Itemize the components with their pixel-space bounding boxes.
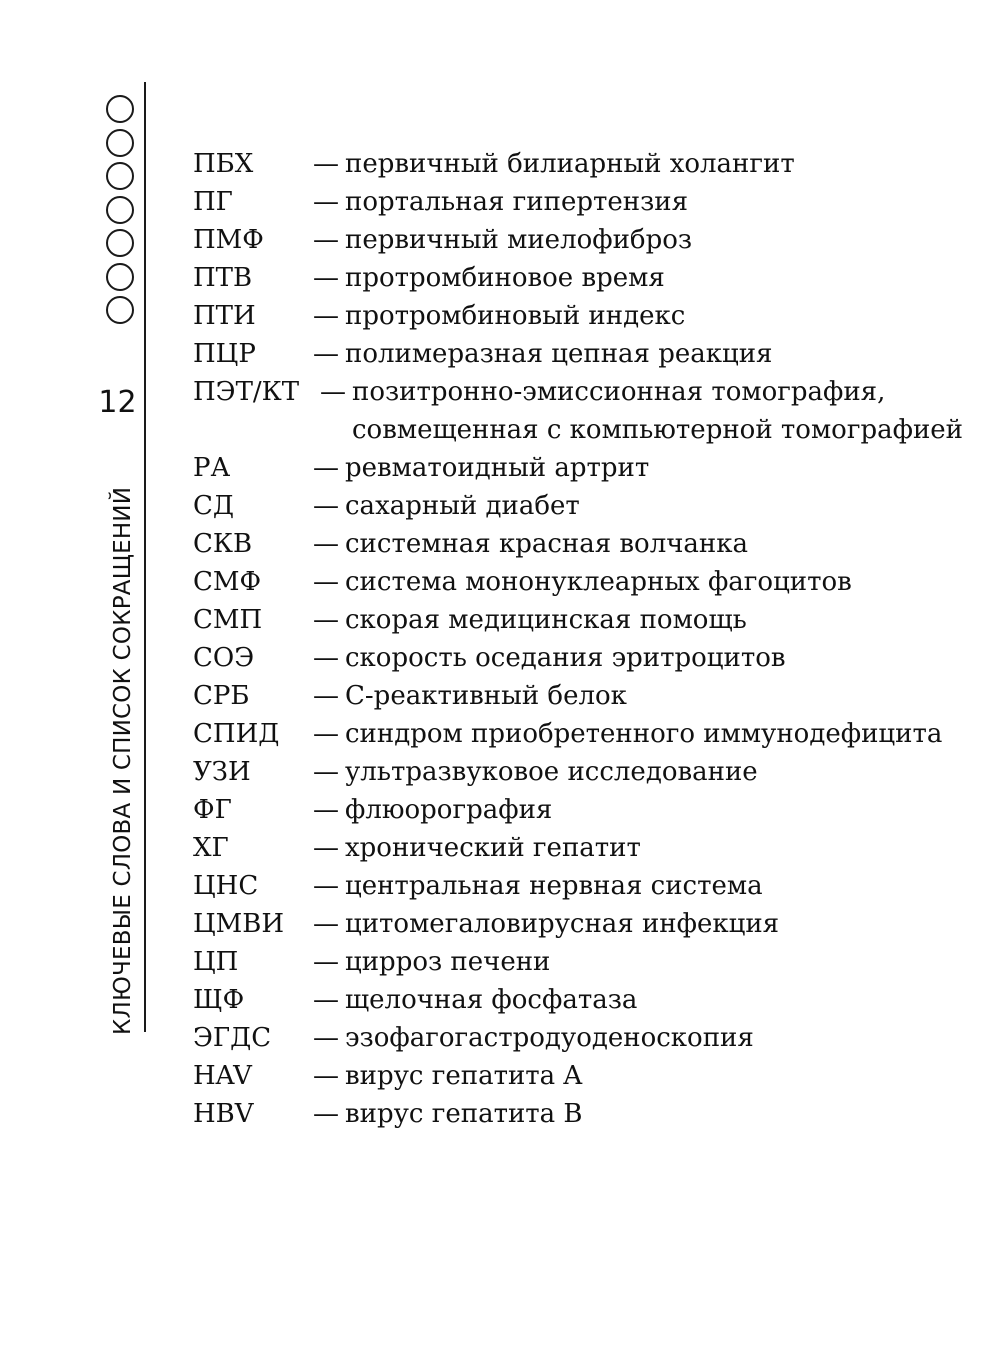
definition: центральная нервная система: [345, 871, 763, 901]
circle-icon: [106, 229, 134, 257]
definition: ревматоидный артрит: [345, 453, 650, 483]
abbreviation: ПБХ: [193, 149, 254, 179]
abbreviation-entry: [193, 715, 983, 753]
abbreviation-entry: [193, 145, 983, 183]
abbreviation-entry: [193, 829, 983, 867]
dash: —: [313, 453, 339, 483]
dash: —: [313, 643, 339, 673]
abbreviation: СМФ: [193, 567, 262, 597]
abbreviation: СОЭ: [193, 643, 255, 673]
abbreviation-list: [193, 145, 983, 1133]
circle-icon: [106, 196, 134, 224]
dash: —: [313, 187, 339, 217]
definition: позитронно-эмиссионная томография, совмещенная с компьютерной томографией: [352, 377, 963, 445]
dash: —: [313, 339, 339, 369]
dash: —: [313, 1023, 339, 1053]
abbreviation: СРБ: [193, 681, 250, 711]
abbreviation-entry: [193, 601, 983, 639]
abbreviation: ЦМВИ: [193, 909, 285, 939]
dash: —: [313, 529, 339, 559]
abbreviation: РА: [193, 453, 231, 483]
definition: вирус гепатита A: [345, 1061, 583, 1091]
abbreviation-entry: [193, 943, 983, 981]
abbreviation-entry: [193, 1057, 983, 1095]
dash: —: [313, 225, 339, 255]
abbreviation-entry: [193, 335, 983, 373]
circle-icon: [106, 296, 134, 324]
dash: —: [313, 871, 339, 901]
definition: система мононуклеарных фагоцитов: [345, 567, 852, 597]
definition: щелочная фосфатаза: [345, 985, 638, 1015]
definition: цирроз печени: [345, 947, 551, 977]
abbreviation-entry: [193, 221, 983, 259]
definition: флюорография: [345, 795, 553, 825]
circle-icon: [106, 129, 134, 157]
abbreviation-entry: [193, 449, 983, 487]
circle-icon: [106, 263, 134, 291]
abbreviation: ЩФ: [193, 985, 245, 1015]
definition: синдром приобретенного иммунодефицита: [345, 719, 943, 749]
definition: первичный билиарный холангит: [345, 149, 795, 179]
abbreviation: HAV: [193, 1061, 252, 1091]
dash: —: [313, 947, 339, 977]
dash: —: [313, 605, 339, 635]
definition: первичный миелофиброз: [345, 225, 693, 255]
abbreviation-entry: [193, 183, 983, 221]
definition: скорая медицинская помощь: [345, 605, 747, 635]
dash: —: [313, 491, 339, 521]
definition: протромбиновый индекс: [345, 301, 686, 331]
abbreviation: ПГ: [193, 187, 233, 217]
abbreviation: УЗИ: [193, 757, 251, 787]
definition: ультразвуковое исследование: [345, 757, 758, 787]
dash: —: [313, 149, 339, 179]
abbreviation-entry: [193, 867, 983, 905]
margin-rule: [144, 82, 146, 1032]
dash: —: [313, 1099, 339, 1129]
abbreviation-entry: [193, 639, 983, 677]
abbreviation: СПИД: [193, 719, 280, 749]
dash: —: [313, 909, 339, 939]
abbreviation: СД: [193, 491, 235, 521]
abbreviation: ЭГДС: [193, 1023, 272, 1053]
abbreviation: ПЦР: [193, 339, 256, 369]
abbreviation: ПТИ: [193, 301, 256, 331]
abbreviation-entry: [193, 791, 983, 829]
abbreviation-entry: [193, 259, 983, 297]
abbreviation-entry: [193, 373, 983, 449]
dash: —: [320, 377, 346, 407]
dash: —: [313, 263, 339, 293]
definition: цитомегаловирусная инфекция: [345, 909, 780, 939]
abbreviation-entry: [193, 905, 983, 943]
abbreviation: ПТВ: [193, 263, 253, 293]
abbreviation-entry: [193, 753, 983, 791]
dash: —: [313, 757, 339, 787]
definition: системная красная волчанка: [345, 529, 748, 559]
definition: хронический гепатит: [345, 833, 641, 863]
abbreviation: СКВ: [193, 529, 253, 559]
abbreviation-entry: [193, 487, 983, 525]
abbreviation-entry: [193, 525, 983, 563]
abbreviation: ПМФ: [193, 225, 264, 255]
definition: полимеразная цепная реакция: [345, 339, 773, 369]
abbreviation: ЦП: [193, 947, 239, 977]
abbreviation-entry: [193, 563, 983, 601]
dash: —: [313, 719, 339, 749]
abbreviation-entry: [193, 297, 983, 335]
abbreviation: ХГ: [193, 833, 229, 863]
definition: эзофагогастродуоденоскопия: [345, 1023, 754, 1053]
dash: —: [313, 301, 339, 331]
abbreviation-entry: [193, 1095, 983, 1133]
dash: —: [313, 833, 339, 863]
definition: протромбиновое время: [345, 263, 665, 293]
definition: вирус гепатита B: [345, 1099, 583, 1129]
abbreviation-entry: [193, 981, 983, 1019]
circle-icon: [106, 95, 134, 123]
abbreviation-entry: [193, 1019, 983, 1057]
circle-icon: [106, 162, 134, 190]
abbreviation: ФГ: [193, 795, 232, 825]
dash: —: [313, 567, 339, 597]
definition: скорость оседания эритроцитов: [345, 643, 786, 673]
page-number: 12: [98, 385, 137, 420]
decorative-circles: [106, 95, 138, 330]
abbreviation: HBV: [193, 1099, 254, 1129]
dash: —: [313, 985, 339, 1015]
abbreviation: ЦНС: [193, 871, 259, 901]
definition: С-реактивный белок: [345, 681, 627, 711]
dash: —: [313, 795, 339, 825]
running-head: КЛЮЧЕВЫЕ СЛОВА И СПИСОК СОКРАЩЕНИЙ: [110, 486, 136, 1035]
abbreviation: ПЭТ/КТ: [193, 377, 300, 407]
dash: —: [313, 1061, 339, 1091]
abbreviation: СМП: [193, 605, 263, 635]
abbreviation-entry: [193, 677, 983, 715]
definition: портальная гипертензия: [345, 187, 689, 217]
dash: —: [313, 681, 339, 711]
definition: сахарный диабет: [345, 491, 580, 521]
